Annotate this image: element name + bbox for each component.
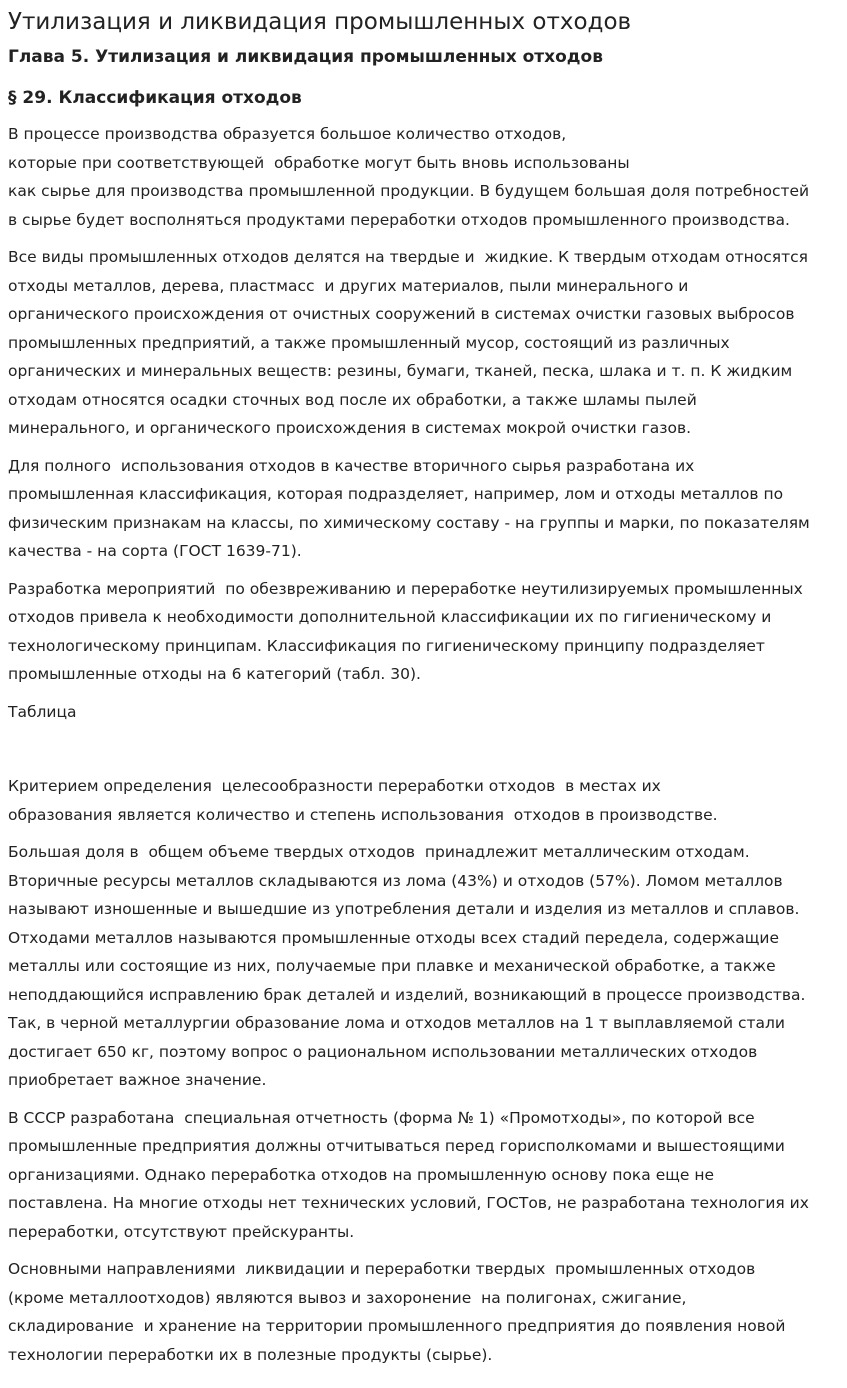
- paragraphs-before-table: [8, 120, 839, 689]
- paragraph-line: Вторичные ресурсы металлов складываются из лома (43%) и отходов (57%). Ломом металлов: [8, 871, 783, 890]
- chapter-heading: Глава 5. Утилизация и ликвидация промышленных отходов: [8, 47, 603, 67]
- paragraph-line: Так, в черной металлургии образование лома и отходов металлов на 1 т выплавляемой стали: [8, 1014, 785, 1032]
- paragraph-line: приобретает важное значение.: [8, 1071, 267, 1089]
- paragraph-line: органического происхождения от очистных сооружений в системах очистки газовых выбросов: [8, 305, 795, 323]
- paragraph-line: технологическому принципам. Классификация по гигиеническому принципу подразделяет: [8, 636, 765, 655]
- paragraph-line: организациями. Однако переработка отходов на промышленную основу пока еще не: [8, 1165, 714, 1184]
- paragraph-line: В СССР разработана специальная отчетность (форма № 1) «Промотходы», по которой все: [8, 1108, 755, 1127]
- paragraph-line: Для полного использования отходов в качестве вторичного сырья разработана их: [8, 456, 695, 475]
- table-label: Таблица: [8, 702, 77, 721]
- paragraph-line: Отходами металлов называются промышленные отходы всех стадий передела, содержащие: [8, 928, 779, 947]
- paragraph-line: называют изношенные и вышедшие из употребления детали и изделия из металлов и сплавов.: [8, 900, 800, 918]
- paragraph-line: технологии переработки их в полезные продукты (сырье).: [8, 1345, 493, 1364]
- paragraph-line: отходов привела к необходимости дополнительной классификации их по гигиеническому и: [8, 608, 772, 626]
- paragraph-line: промышленные предприятия должны отчитываться перед горисполкомами и вышестоящими: [8, 1137, 785, 1155]
- paragraph-line: Основными направлениями ликвидации и переработки твердых промышленных отходов: [8, 1260, 756, 1278]
- paragraph-line: поставлена. На многие отходы нет технических условий, ГОСТов, не разработана технология их: [8, 1194, 809, 1212]
- paragraph-line: органических и минеральных веществ: резины, бумаги, тканей, песка, шлака и т. п. К жидким: [8, 362, 793, 380]
- paragraph: [8, 575, 839, 689]
- paragraph-line: качества - на сорта (ГОСТ 1639-71).: [8, 542, 302, 560]
- paragraph-line: которые при соответствующей обработке могут быть вновь использованы: [8, 153, 630, 172]
- paragraph-line: физическим признакам на классы, по химическому составу - на группы и марки, по показателям: [8, 513, 810, 532]
- paragraph-line: В процессе производства образуется большое количество отходов,: [8, 125, 567, 143]
- paragraph-line: Большая доля в общем объеме твердых отходов принадлежит металлическим отходам.: [8, 843, 750, 861]
- paragraph-line: промышленная классификация, которая подразделяет, например, лом и отходы металлов по: [8, 485, 784, 503]
- paragraph: [8, 243, 839, 443]
- paragraph: [8, 1104, 839, 1247]
- paragraph: [8, 120, 839, 234]
- paragraph-line: отходам относятся осадки сточных вод после их обработки, а также шламы пылей: [8, 390, 697, 409]
- paragraph-line: как сырье для производства промышленной продукции. В будущем большая доля потребностей: [8, 182, 810, 200]
- paragraph: [8, 772, 839, 829]
- paragraph-line: промышленных предприятий, а также промышленный мусор, состоящий из различных: [8, 333, 730, 352]
- paragraph-line: Все виды промышленных отходов делятся на твердые и жидкие. К твердым отходам относятся: [8, 248, 808, 266]
- paragraph-line: переработки, отсутствуют прейскуранты.: [8, 1222, 355, 1241]
- document-title: Утилизация и ликвидация промышленных отходов: [8, 9, 632, 35]
- paragraph-line: в сырье будет восполняться продуктами переработки отходов промышленного производства.: [8, 210, 790, 229]
- paragraph: [8, 452, 839, 566]
- paragraph: [8, 838, 839, 1095]
- paragraph-line: металлы или состоящие из них, получаемые при плавке и механической обработке, а также: [8, 957, 776, 975]
- paragraph-line: (кроме металлоотходов) являются вывоз и захоронение на полигонах, сжигание,: [8, 1288, 687, 1307]
- paragraph-line: промышленные отходы на 6 категорий (табл. 30).: [8, 665, 421, 683]
- paragraphs-after-table: [8, 772, 839, 1369]
- table-placeholder: [8, 735, 839, 772]
- paragraph-line: образования является количество и степень использования отходов в производстве.: [8, 805, 718, 824]
- paragraph-line: достигает 650 кг, поэтому вопрос о рациональном использовании металлических отходов: [8, 1042, 758, 1061]
- paragraph-line: складирование и хранение на территории промышленного предприятия до появления новой: [8, 1317, 786, 1335]
- paragraph: [8, 1255, 839, 1369]
- paragraph-line: отходы металлов, дерева, пластмасс и других материалов, пыли минерального и: [8, 276, 689, 295]
- paragraph-line: неподдающийся исправлению брак деталей и изделий, возникающий в процессе производства.: [8, 985, 806, 1004]
- paragraph-line: минерального, и органического происхождения в системах мокрой очистки газов.: [8, 419, 692, 437]
- section-heading: § 29. Классификация отходов: [8, 88, 302, 108]
- paragraph-line: Разработка мероприятий по обезвреживанию и переработке неутилизируемых промышленных: [8, 579, 803, 598]
- paragraph-line: Критерием определения целесообразности переработки отходов в местах их: [8, 777, 661, 795]
